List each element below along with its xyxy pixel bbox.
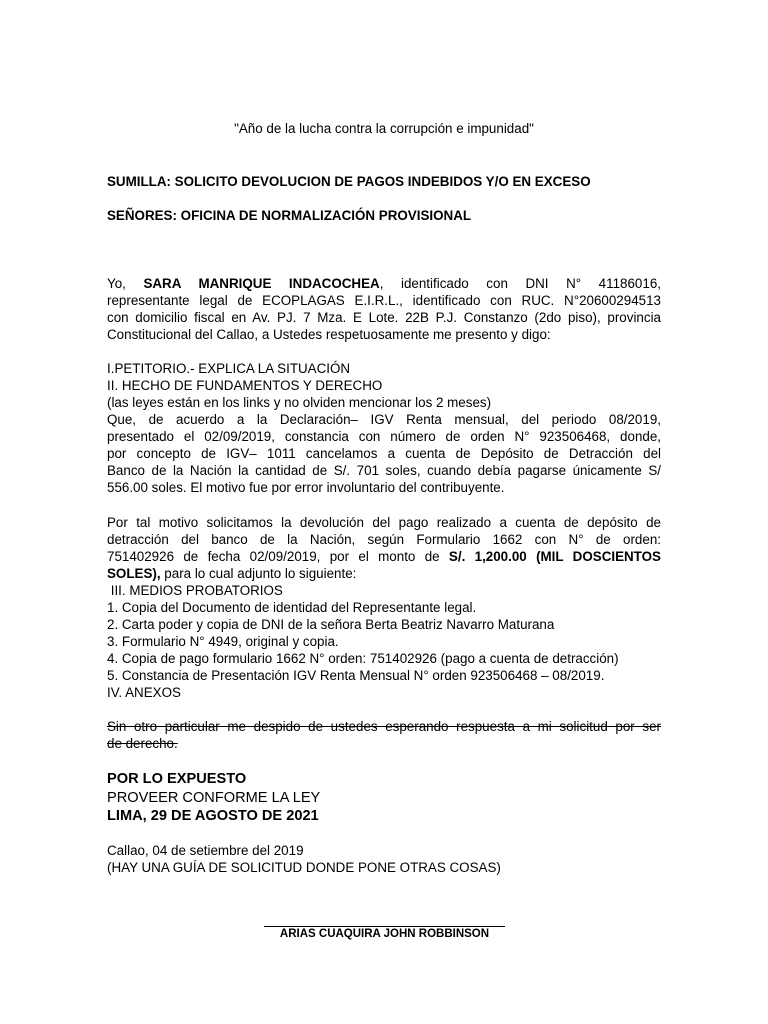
sumilla-heading: SUMILLA: SOLICITO DEVOLUCION DE PAGOS INDEBIDOS Y/O EN EXCESO: [107, 174, 591, 189]
laws-note: (las leyes están en los links y no olviden mencionar los 2 meses): [107, 395, 492, 410]
anexos-heading: IV. ANEXOS: [107, 685, 181, 700]
request-line-4: SOLES), para lo cual adjunto lo siguiente:: [107, 566, 357, 581]
list-item: 5. Constancia de Presentación IGV Renta Mensual N° orden 923506468 – 08/2019.: [107, 668, 605, 683]
medios-heading: III. MEDIOS PROBATORIOS: [107, 583, 283, 598]
list-item: 1. Copia del Documento de identidad del Representante legal.: [107, 600, 477, 615]
list-item: 4. Copia de pago formulario 1662 N° orden: 751402926 (pago a cuenta de detracción): [107, 651, 619, 666]
request-line-2: detracción del banco de la Nación, según Formulario 1662 con N° de orden:: [107, 532, 661, 547]
por-lo-expuesto: POR LO EXPUESTO: [107, 771, 247, 787]
intro-line-1: Yo, SARA MANRIQUE INDACOCHEA, identificado con DNI N° 41186016,: [107, 276, 661, 291]
proveer-line: PROVEER CONFORME LA LEY: [107, 790, 321, 806]
intro-line-3: con domicilio fiscal en Av. PJ. 7 Mza. E Lote. 22B P.J. Constanzo (2do piso), provincia: [107, 310, 661, 325]
callao-date: Callao, 04 de setiembre del 2019: [107, 843, 304, 858]
hecho-heading: II. HECHO DE FUNDAMENTOS Y DERECHO: [107, 378, 383, 393]
recipient-heading: SEÑORES: OFICINA DE NORMALIZACIÓN PROVISIONAL: [107, 208, 472, 223]
list-item: 3. Formulario N° 4949, original y copia.: [107, 634, 339, 649]
petitorio-heading: I.PETITORIO.- EXPLICA LA SITUACIÓN: [107, 361, 351, 376]
facts-line-5: 556.00 soles. El motivo fue por error involuntario del contribuyente.: [107, 480, 505, 495]
intro-line-4: Constitucional del Callao, a Ustedes respetuosamente me presento y digo:: [107, 327, 551, 342]
facts-line-1: Que, de acuerdo a la Declaración– IGV Renta mensual, del periodo 08/2019,: [107, 412, 661, 427]
year-motto: "Año de la lucha contra la corrupción e impunidad": [234, 121, 534, 136]
request-line-1: Por tal motivo solicitamos la devolución del pago realizado a cuenta de depósito de: [107, 515, 661, 530]
guide-note: (HAY UNA GUÍA DE SOLICITUD DONDE PONE OTRAS COSAS): [107, 860, 501, 875]
signature-name: ARIAS CUAQUIRA JOHN ROBBINSON: [279, 928, 490, 940]
signature-line: [264, 926, 505, 927]
closing-line-2: de derecho.: [107, 736, 178, 751]
facts-line-3: por concepto de IGV– 1011 cancelamos a cuenta de Depósito de Detracción del: [107, 446, 661, 461]
facts-line-4: Banco de la Nación la cantidad de S/. 701 soles, cuando debía pagarse únicamente S/: [107, 463, 661, 478]
intro-line-2: representante legal de ECOPLAGAS E.I.R.L., identificado con RUC. N°20600294513: [107, 293, 661, 308]
request-line-3: 751402926 de fecha 02/09/2019, por el monto de S/. 1,200.00 (MIL DOSCIENTOS: [107, 549, 661, 564]
closing-line-1: Sin otro particular me despido de ustedes esperando respuesta a mi solicitud por ser: [107, 719, 661, 734]
list-item: 2. Carta poder y copia de DNI de la señora Berta Beatriz Navarro Maturana: [107, 617, 555, 632]
lima-date: LIMA, 29 DE AGOSTO DE 2021: [107, 808, 319, 824]
facts-line-2: presentado el 02/09/2019, constancia con número de orden N° 923506468, donde,: [107, 429, 661, 444]
